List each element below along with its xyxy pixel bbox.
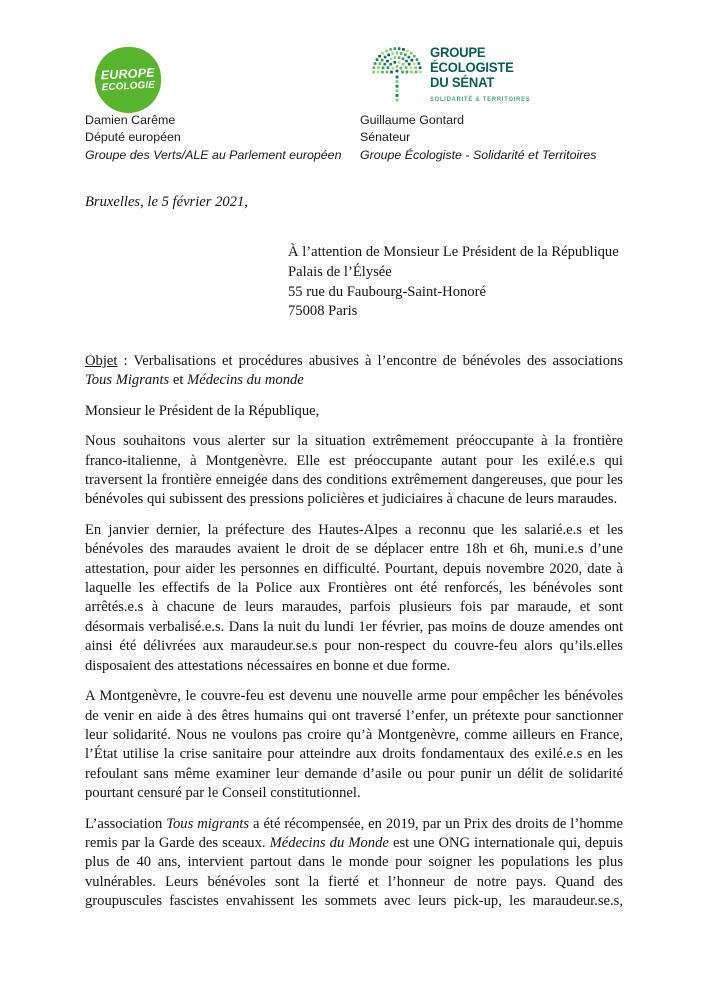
recipient-line: À l’attention de Monsieur Le Président de la République xyxy=(288,244,619,260)
paragraph-2: En janvier dernier, la préfecture des Hautes-Alpes a reconnu que les salarié.e.s et les bénévoles des maraudes avaient le droit de se déplacer entre 18h et 6h, muni.e.s d’une attestation, pour aider les personnes en difficulté. Pourtant, depuis novembre 2020, date à laquelle les effectifs de la Police aux Frontières ont été renforcés, les bénévoles sont arrêtés.e.s à chacune de leurs maraudes, parfois plusieurs fois par maraude, et sont désormais verbalisé.e.s. Dans la nuit du lundi 1er février, pas moins de douze amendes ont ainsi été délivrées aux maraudeur.se.s pour non-respect du couvre-feu alors qu’ils.elles disposaient des attestations nécessaires en bonne et due forme. xyxy=(85,521,623,674)
sender-left-title: Député européen xyxy=(85,130,181,145)
senat-wordmark-line2: ÉCOLOGISTE xyxy=(430,60,514,76)
sender-right-title: Sénateur xyxy=(360,130,411,145)
senat-wordmark-line3: DU SÉNAT xyxy=(430,75,495,91)
senat-wordmark xyxy=(430,45,530,108)
sender-right-group: Groupe Écologiste - Solidarité et Territoires xyxy=(360,147,597,162)
recipient-line: 55 rue du Faubourg-Saint-Honoré xyxy=(288,283,486,300)
europe-ecologie-logo-line2: ECOLOGIE xyxy=(101,79,156,94)
recipient-line: Palais de l’Élysée xyxy=(288,263,392,280)
senat-wordmark-subtitle: SOLIDARITÉ & TERRITOIRES xyxy=(430,97,531,104)
paragraph-3: A Montgenèvre, le couvre-feu est devenu une nouvelle arme pour empêcher les bénévoles de venir en aide à des êtres humains qui ont traversé l’enfer, un prétexte pour sanctionner leur solidarité. Nous ne voulons pas croire qu’à Montgenèvre, comme ailleurs en France, l’État utilise la crise sanitaire pour atteindre aux droits fondamentaux des exilé.e.s en les refoulant sans même examiner leur demande d’asile ou pour punir un délit de solidarité pourtant censuré par le Conseil constitutionnel. xyxy=(85,688,623,802)
paragraph-1: Nous souhaitons vous alerter sur la situation extrêmement préoccupante à la frontière franco-italienne, à Montgenèvre. Elle est préoccupante autant pour les exilé.e.s qui traversent la frontière enneigée dans des conditions extrêmement dangereuses, que pour les bénévoles qui subissent des pressions policières et judiciaires à chacune de leurs maraudes. xyxy=(85,433,623,508)
senat-wordmark-line1: GROUPE xyxy=(430,45,486,60)
recipient-block xyxy=(288,243,619,322)
sender-left-group: Groupe des Verts/ALE au Parlement européen xyxy=(85,147,342,162)
sender-left-name: Damien Carême xyxy=(85,113,176,127)
sender-right-block xyxy=(360,112,596,164)
europe-ecologie-logo-text xyxy=(100,67,155,93)
paragraph-4: L’association Tous migrants a été récompensée, en 2019, par un Prix des droits de l’homme remis par la Garde des sceaux. Médecins du Monde est une ONG internationale qui, depuis plus de 40 ans, intervient partout dans le monde pour soigner les populations les plus vulnérables. Leurs bénévoles sont la fierté et l’honneur de notre pays. Quand des groupuscules fascistes envahissent les sommets avec leurs pick-up, les maraudeur.se.s, xyxy=(85,815,623,910)
dateline: Bruxelles, le 5 février 2021, xyxy=(85,194,248,210)
sender-right-name: Guillaume Gontard xyxy=(360,113,464,127)
subject-line: Objet : Verbalisations et procédures abusives à l’encontre de bénévoles des associations Tous Migrants et Médecins du monde xyxy=(85,353,623,389)
sender-left-block xyxy=(85,112,341,164)
europe-ecologie-logo-icon xyxy=(95,47,161,113)
recipient-line: 75008 Paris xyxy=(288,303,358,320)
senat-tree-icon xyxy=(371,43,425,105)
salutation: Monsieur le Président de la République, xyxy=(85,402,320,419)
letter-body xyxy=(85,352,623,923)
europe-ecologie-logo-line1: EUROPE xyxy=(100,65,156,83)
